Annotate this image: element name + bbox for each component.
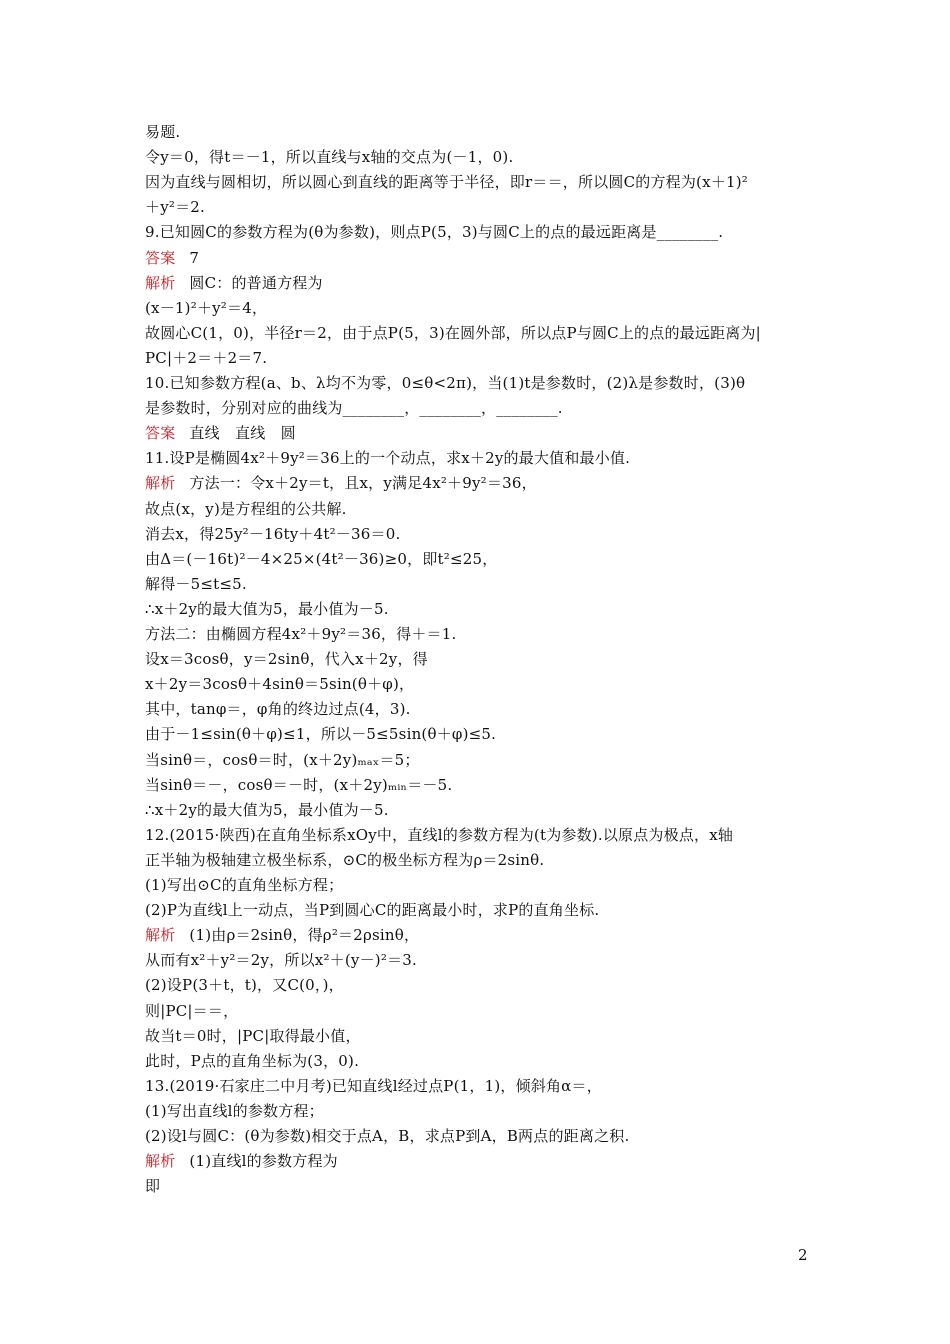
section-label: 解析 xyxy=(145,1152,176,1171)
line-text: 设x＝3cosθ，y＝2sinθ，代入x＋2y，得 xyxy=(145,650,428,669)
text-line xyxy=(145,750,420,770)
line-text: (1)写出⊙C的直角坐标方程； xyxy=(145,876,344,894)
text-line xyxy=(145,825,733,845)
text-line xyxy=(145,900,599,920)
text-line xyxy=(145,699,411,719)
section-label: 答案 xyxy=(145,248,176,267)
text-line xyxy=(145,649,428,669)
text-line xyxy=(145,398,563,418)
line-text: 消去x，得25y²－16ty＋4t²－36＝0. xyxy=(145,524,401,543)
text-line xyxy=(145,222,723,242)
section-label: 答案 xyxy=(145,424,176,443)
text-line xyxy=(145,975,344,995)
line-text: (1)写出直线l的参数方程； xyxy=(145,1101,324,1120)
text-line xyxy=(145,599,389,619)
line-text: 则|PC|＝＝， xyxy=(145,1001,239,1020)
line-text: 此时，P点的直角坐标为(3，0). xyxy=(145,1051,360,1070)
line-text: 故点(x，y)是方程组的公共解. xyxy=(145,499,347,518)
line-text: 9.已知圆C的参数方程为(θ为参数)，则点P(5，3)与圆C上的点的最远距离是________. xyxy=(145,223,724,242)
line-text: 方法二：由椭圆方程4x²＋9y²＝36，得＋＝1. xyxy=(145,625,457,643)
line-text: 故圆心C(1，0)，半径r＝2，由于点P(5，3)在圆外部，所以点P与圆C上的点的最远距离为| xyxy=(145,323,761,342)
text-line xyxy=(145,1101,324,1121)
text-line xyxy=(145,197,205,217)
line-text: 是参数时，分别对应的曲线为________，________，________. xyxy=(145,399,563,418)
text-line xyxy=(145,1051,359,1071)
text-line xyxy=(145,147,513,167)
line-text: 由Δ＝(－16t)²－4×25×(4t²－36)≥0，即t²≤25， xyxy=(145,549,498,568)
text-line xyxy=(145,524,400,544)
line-text: (2)P为直线l上一动点，当P到圆心C的距离最小时，求P的直角坐标. xyxy=(145,901,600,920)
line-text: 13.(2019·石家庄二中月考)已知直线l经过点P(1，1)，倾斜角α＝， xyxy=(145,1076,602,1095)
text-line xyxy=(145,423,296,443)
line-text: (1)由ρ＝2sinθ，得ρ²＝2ρsinθ， xyxy=(189,926,420,945)
text-line xyxy=(145,724,496,744)
text-line xyxy=(145,624,456,644)
text-line xyxy=(145,1026,361,1046)
text-line xyxy=(145,122,180,142)
text-line xyxy=(145,273,323,293)
section-label: 解析 xyxy=(145,926,176,945)
text-line xyxy=(145,448,630,468)
line-text: 因为直线与圆相切，所以圆心到直线的距离等于半径，即r＝＝，所以圆C的方程为(x＋1)² xyxy=(145,173,748,192)
section-label: 解析 xyxy=(145,474,176,493)
text-line xyxy=(145,298,267,318)
line-text: 其中，tanφ＝，φ角的终边过点(4，3). xyxy=(145,700,411,719)
text-line xyxy=(145,925,419,945)
line-text: 圆C：的普通方程为 xyxy=(189,273,323,292)
line-text: (1)直线l的参数方程为 xyxy=(189,1152,338,1171)
text-line xyxy=(145,1001,238,1021)
text-line xyxy=(145,248,199,268)
line-text: 解得－5≤t≤5. xyxy=(145,574,247,593)
text-line xyxy=(145,549,497,569)
line-text: 12.(2015·陕西)在直角坐标系xOy中，直线l的参数方程为(t为参数).以原点为极点，x轴 xyxy=(145,825,734,844)
text-line xyxy=(145,1126,629,1146)
text-line xyxy=(145,950,417,970)
text-line xyxy=(145,1176,160,1196)
text-line xyxy=(145,172,748,192)
line-text: 正半轴为极轴建立极坐标系，⊙C的极坐标方程为ρ＝2sinθ. xyxy=(145,850,545,869)
text-line xyxy=(145,800,389,820)
line-text: 7 xyxy=(189,248,200,267)
text-line xyxy=(145,1076,602,1096)
text-line xyxy=(145,875,343,895)
text-line xyxy=(145,1151,338,1171)
line-text: PC|＋2＝＋2＝7. xyxy=(145,348,268,367)
line-text: 11.设P是椭圆4x²＋9y²＝36上的一个动点，求x＋2y的最大值和最小值. xyxy=(145,449,631,468)
text-line xyxy=(145,499,347,519)
line-text: ＋y²＝2. xyxy=(145,198,205,217)
line-text: 易题. xyxy=(145,123,181,141)
line-text: (x－1)²＋y²＝4， xyxy=(145,298,268,317)
line-text: 由于－1≤sin(θ＋φ)≤1，所以－5≤5sin(θ＋φ)≤5. xyxy=(145,725,497,744)
line-text: ∴x＋2y的最大值为5，最小值为－5. xyxy=(145,599,389,618)
line-text: 即 xyxy=(145,1177,161,1196)
section-label: 解析 xyxy=(145,273,176,292)
line-text: (2)设P(3＋t，t)，又C(0，)， xyxy=(145,976,344,995)
text-line xyxy=(145,775,452,795)
text-line xyxy=(145,674,414,694)
text-line xyxy=(145,348,267,368)
line-text: 故当t＝0时，|PC|取得最小值， xyxy=(145,1026,361,1045)
line-text: 方法一：令x＋2y＝t，且x，y满足4x²＋9y²＝36， xyxy=(189,474,537,493)
text-line xyxy=(145,850,544,870)
page-number: 2 xyxy=(798,1246,808,1264)
line-text: (2)设l与圆C：(θ为参数)相交于点A，B，求点P到A，B两点的距离之积. xyxy=(145,1127,630,1145)
text-line xyxy=(145,473,537,493)
line-text: 从而有x²＋y²＝2y，所以x²＋(y－)²＝3. xyxy=(145,951,417,970)
text-line xyxy=(145,373,745,393)
text-line xyxy=(145,323,761,343)
line-text: ∴x＋2y的最大值为5，最小值为－5. xyxy=(145,800,389,819)
line-text: 当sinθ＝－，cosθ＝－时，(x＋2y)ₘᵢₙ＝－5. xyxy=(145,775,453,794)
text-line xyxy=(145,574,247,594)
line-text: 直线 直线 圆 xyxy=(189,424,296,443)
line-text: 当sinθ＝，cosθ＝时，(x＋2y)ₘₐₓ＝5； xyxy=(145,750,420,769)
line-text: x＋2y＝3cosθ＋4sinθ＝5sin(θ＋φ)， xyxy=(145,675,415,694)
line-text: 令y＝0，得t＝－1，所以直线与x轴的交点为(－1，0). xyxy=(145,148,514,167)
line-text: 10.已知参数方程(a、b、λ均不为零，0≤θ<2π)，当(1)t是参数时，(2)λ是参数时，(3)θ xyxy=(145,374,746,392)
